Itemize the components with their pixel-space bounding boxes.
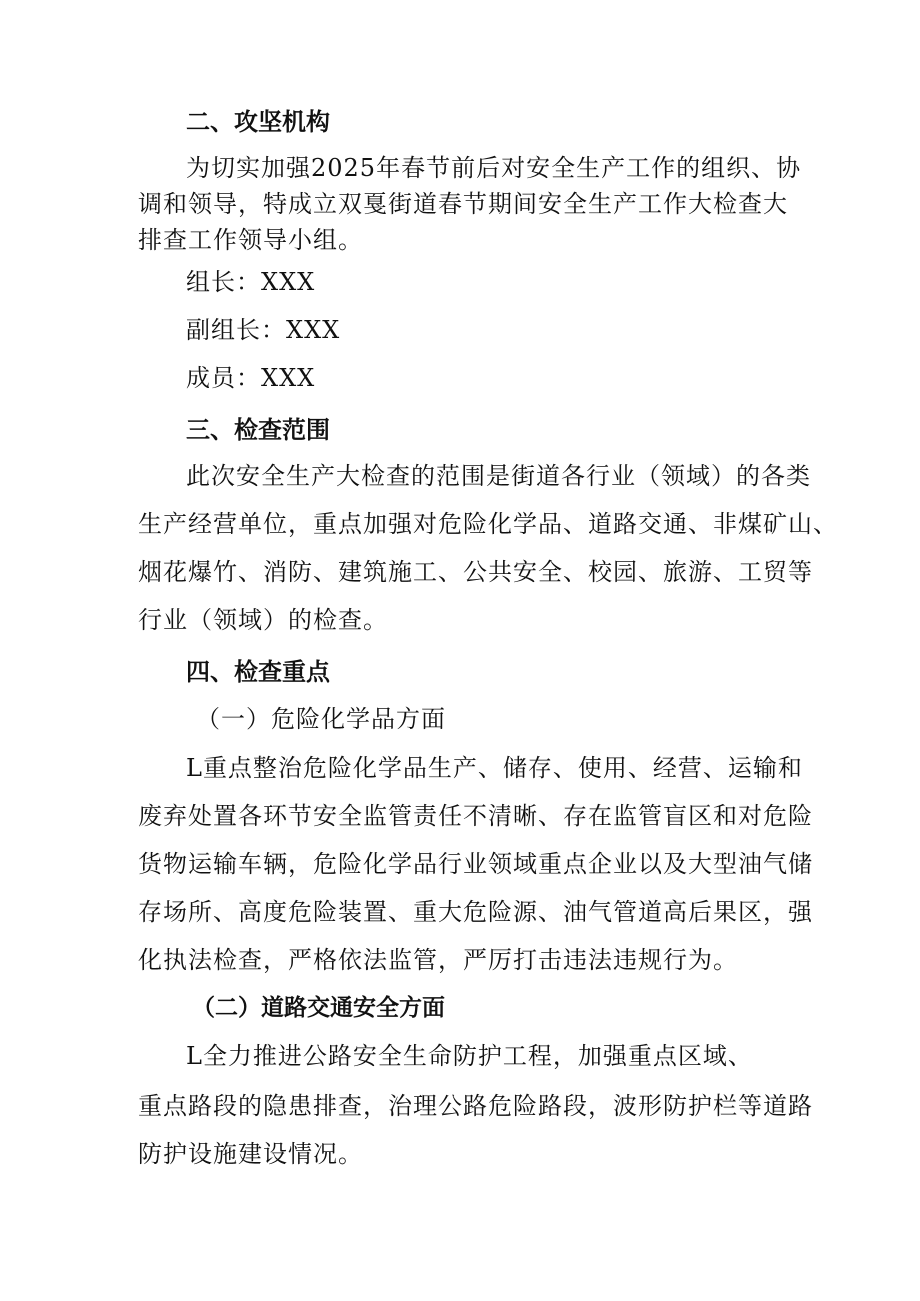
paragraph-line: 此次安全生产大检查的范围是街道各行业（领域）的各类 [186,462,811,490]
paragraph-line: 为切实加强2025年春节前后对安全生产工作的组织、协 [186,154,802,182]
paragraph-line: 重点路段的隐患排查，治理公路危险路段，波形防护栏等道路 [138,1092,813,1120]
paragraph-line: 防护设施建设情况。 [138,1140,363,1168]
paragraph-line: L全力推进公路安全生命防护工程，加强重点区域、 [186,1042,753,1070]
team-leader: 组长：XXX [186,268,316,296]
paragraph-line: 排查工作领导小组。 [138,226,363,254]
section-heading-focus: 四、检查重点 [186,658,330,686]
paragraph-line: 调和领导，特成立双戛街道春节期间安全生产工作大检查大 [138,190,788,218]
subsection-heading-hazardous-chemicals: （一）危险化学品方面 [196,705,446,733]
paragraph-line: 废弃处置各环节安全监管责任不清晰、存在监管盲区和对危险 [138,802,813,830]
paragraph-line: 生产经营单位，重点加强对危险化学品、道路交通、非煤矿山、 [138,510,838,538]
section-heading-organization: 二、攻坚机构 [186,108,330,136]
team-members: 成员：XXX [186,364,316,392]
paragraph-line: 行业（领域）的检查。 [138,606,388,634]
paragraph-line: 化执法检查，严格依法监管，严厉打击违法违规行为。 [138,946,738,974]
paragraph-line: 货物运输车辆，危险化学品行业领域重点企业以及大型油气储 [138,850,813,878]
paragraph-line: 存场所、高度危险装置、重大危险源、油气管道高后果区，强 [138,898,813,926]
team-deputy-leader: 副组长：XXX [186,316,341,344]
paragraph-line: L重点整治危险化学品生产、储存、使用、经营、运输和 [186,754,803,782]
section-heading-scope: 三、检查范围 [186,416,330,444]
subsection-heading-road-traffic: （二）道路交通安全方面 [192,995,445,1021]
paragraph-line: 烟花爆竹、消防、建筑施工、公共安全、校园、旅游、工贸等 [138,558,813,586]
